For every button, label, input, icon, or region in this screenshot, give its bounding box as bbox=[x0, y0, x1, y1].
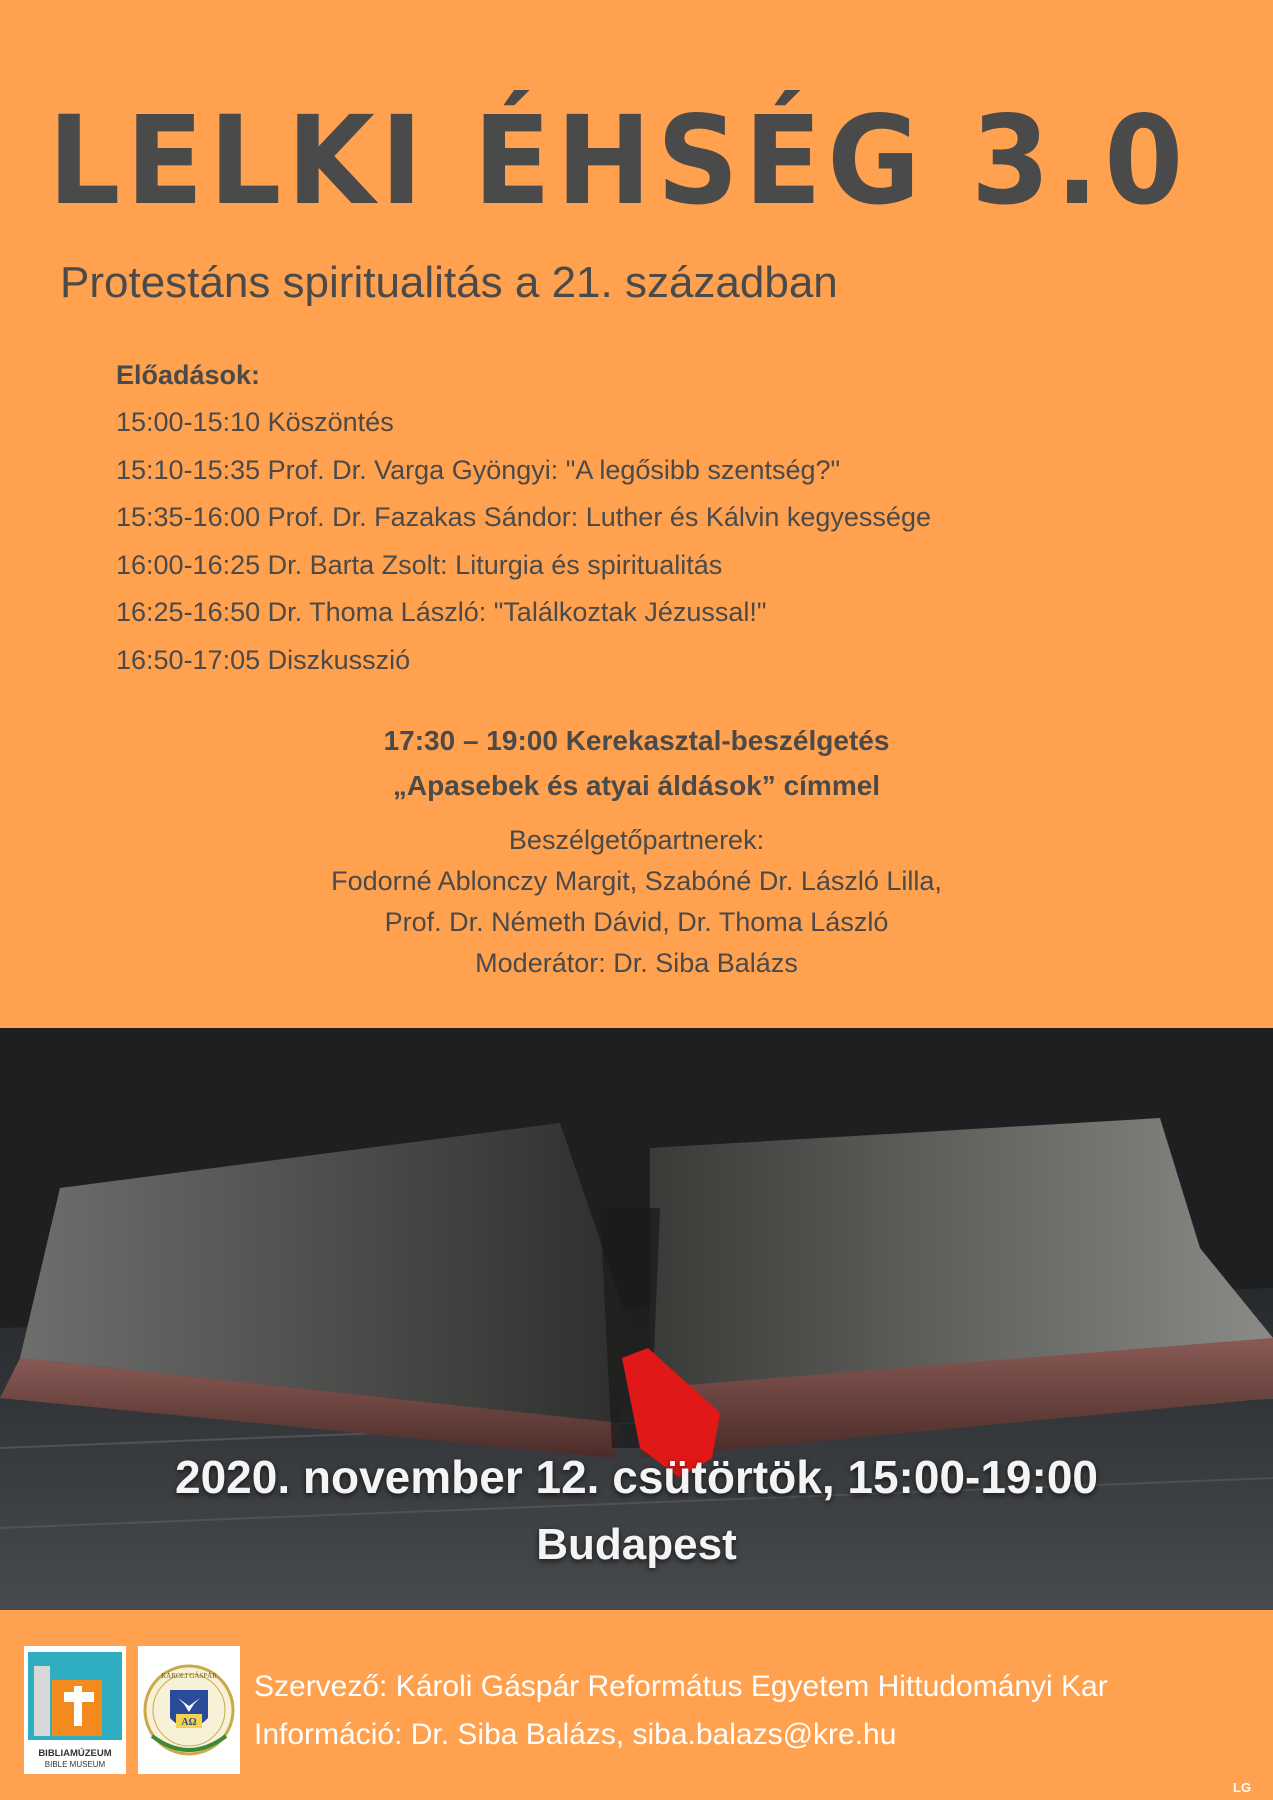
lecture-list-header: Előadások: bbox=[116, 360, 261, 390]
bible-museum-name-en: BIBLE MUSEUM bbox=[44, 1760, 106, 1769]
lecture-item: 16:00-16:25 Dr. Barta Zsolt: Liturgia és spiritualitás bbox=[116, 549, 723, 580]
event-city: Budapest bbox=[536, 1520, 737, 1569]
seal-symbol: AΩ bbox=[181, 1717, 197, 1728]
bible-museum-logo-graphic bbox=[24, 1646, 126, 1774]
roundtable-subtitle: „Apasebek és atyai áldások” címmel bbox=[392, 770, 881, 801]
university-seal-graphic bbox=[138, 1646, 240, 1774]
roundtable-partners bbox=[0, 820, 1273, 984]
poster-subtitle: Protestáns spiritualitás a 21. században bbox=[60, 258, 838, 307]
partners-line: Prof. Dr. Németh Dávid, Dr. Thoma László bbox=[384, 907, 889, 937]
event-date: 2020. november 12. csütörtök, 15:00-19:00 bbox=[174, 1451, 1098, 1503]
bible-museum-name: BIBLIAMÚZEUM bbox=[38, 1748, 112, 1759]
contact-info-text: Információ: Dr. Siba Balázs, siba.balazs@kre.hu bbox=[254, 1718, 897, 1751]
roundtable-heading bbox=[0, 718, 1273, 808]
lecture-item: 16:25-16:50 Dr. Thoma László: "Találkoztak Jézussal!" bbox=[116, 597, 767, 627]
partners-label: Beszélgetőpartnerek: bbox=[508, 825, 765, 855]
organizer-text: Szervező: Károli Gáspár Református Egyetem Hittudományi Kar bbox=[254, 1670, 1108, 1703]
lecture-item: 15:00-15:10 Köszöntés bbox=[116, 407, 394, 437]
lecture-item: 15:35-16:00 Prof. Dr. Fazakas Sándor: Luther és Kálvin kegyessége bbox=[116, 502, 931, 532]
lecture-item: 15:10-15:35 Prof. Dr. Varga Gyöngyi: "A legősibb szentség?" bbox=[116, 454, 841, 485]
poster-title: LELKI ÉHSÉG 3.0 bbox=[48, 90, 1189, 232]
seal-text: KÁROLI GÁSPÁR bbox=[161, 1672, 217, 1680]
partners-line: Fodorné Ablonczy Margit, Szabóné Dr. László Lilla, bbox=[331, 866, 942, 896]
university-seal-logo bbox=[138, 1646, 240, 1774]
lecture-item: 16:50-17:05 Diszkusszió bbox=[116, 644, 411, 675]
roundtable-time-title: 17:30 – 19:00 Kerekasztal-beszélgetés bbox=[383, 725, 890, 756]
moderator: Moderátor: Dr. Siba Balázs bbox=[475, 948, 798, 978]
designer-signature: LG bbox=[1233, 1780, 1252, 1795]
bible-museum-logo bbox=[24, 1646, 126, 1774]
lecture-list bbox=[116, 352, 931, 684]
